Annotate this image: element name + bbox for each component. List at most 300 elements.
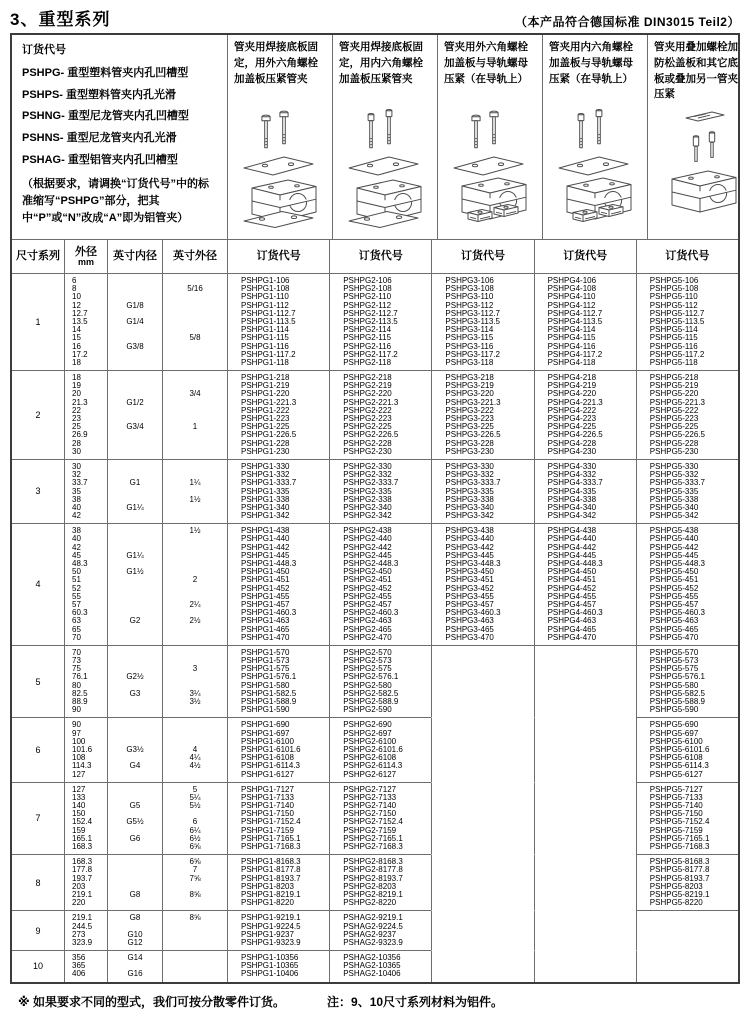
order-code: PSHPG3-342 [445, 511, 494, 521]
od-value: 22 [72, 405, 81, 415]
inch-id-value [108, 698, 162, 706]
order-code: PSHPG3-110 [445, 292, 494, 302]
inch-id-value: G1/4 [126, 316, 144, 326]
order-code: PSHPG3-226.5 [445, 430, 501, 440]
order-code: PSHPG1-570 [241, 647, 290, 657]
order-code: PSHPG3-460.3 [445, 608, 501, 618]
inch-od-value [163, 970, 227, 978]
order-code: PSHPG2-108 [343, 284, 392, 294]
order-code: PSHPG3-108 [445, 284, 494, 294]
order-code: PSHPG1-7159 [241, 825, 294, 835]
inch-od-value: 8⅝ [189, 913, 201, 923]
code-cell-col3 [431, 645, 533, 718]
inch-od-value [163, 399, 227, 407]
order-code: PSHPG5-221.3 [649, 397, 705, 407]
code-cell-col1 [227, 854, 329, 910]
od-value: 90 [72, 720, 81, 730]
order-code: PSHPG5-457 [649, 599, 699, 609]
inch-od-value: 1½ [189, 494, 201, 504]
inch-id-value: G14 [127, 953, 143, 963]
order-code: PSHPG4-117.2 [547, 349, 603, 359]
order-code: PSHPG1-697 [241, 728, 290, 738]
order-code: PSHPG2-8177.8 [343, 865, 403, 875]
inch-od-value: 7 [192, 865, 198, 875]
order-code: PSHPG5-7133 [649, 792, 703, 802]
size-series-cell: 10 [12, 950, 64, 982]
od-value: 25 [72, 422, 81, 432]
inch-od-value [163, 512, 227, 520]
order-code: PSHPG4-221.3 [547, 397, 603, 407]
order-code: PSHPG1-9224.5 [241, 921, 301, 931]
order-code: PSHPG3-113.5 [445, 316, 500, 326]
code-cell-col4 [534, 854, 636, 910]
od-value: 168.3 [72, 842, 93, 851]
inch-od-value [163, 771, 227, 779]
od-value: 100 [72, 736, 86, 746]
code-cell-col1 [227, 782, 329, 855]
column-header-order-code-4: 订货代号 [534, 240, 636, 273]
order-code: PSHPG5-7140 [649, 801, 703, 811]
order-code: PSHPG5-112.7 [649, 308, 705, 318]
order-code: PSHPG5-113.5 [649, 316, 705, 326]
order-code: PSHPG1-332 [241, 470, 290, 480]
order-code: PSHPG3-452 [445, 583, 494, 593]
order-code: PSHPG1-113.5 [241, 316, 296, 326]
variant-column-1 [227, 35, 332, 239]
variant-description: 管夹用焊接底板固定，用内六角螺栓加盖板压紧管夹 [339, 41, 423, 85]
inch-od-value [163, 560, 227, 568]
weld-plate-socket-bolt-drawing [339, 104, 431, 232]
order-code: PSHPG4-332 [547, 470, 597, 480]
inch-od-value: 8⅝ [189, 889, 201, 899]
code-cell-col4 [534, 910, 636, 950]
od-cell [64, 782, 107, 855]
order-code: PSHPG1-112 [241, 300, 289, 310]
inch-od-value [163, 504, 227, 512]
od-value: 57 [72, 599, 81, 609]
order-code: PSHPG5-220 [649, 389, 699, 399]
order-code: PSHPG1-220 [241, 389, 290, 399]
order-code: PSHPG5-222 [649, 405, 699, 415]
inch-od-value [163, 962, 227, 970]
order-code: PSHPG5-463 [649, 616, 699, 626]
order-code: PSHPG2-110 [343, 292, 392, 302]
od-value: 114.3 [72, 761, 92, 771]
column-header-row [12, 239, 738, 273]
order-code: PSHPG1-223 [241, 414, 290, 423]
order-code: PSHPG1-8220 [241, 898, 294, 908]
order-code: PSHPG5-342 [649, 511, 699, 521]
od-value: 101.6 [72, 744, 93, 754]
order-code: PSHPG2-690 [343, 720, 392, 730]
order-code: PSHPG3-440 [445, 534, 494, 544]
order-code: PSHPG4-442 [547, 542, 597, 552]
variant-column-4 [542, 35, 647, 239]
inch-id-cell [107, 910, 162, 950]
size-series-block-9 [12, 910, 738, 950]
order-code: PSHPG2-445 [343, 550, 392, 560]
order-code: PSHPG1-576.1 [241, 672, 297, 682]
order-code: PSHPG1-582.5 [241, 688, 297, 698]
order-code: PSHAG2-10356 [343, 953, 401, 963]
ordering-note: （根据要求，请调换“订货代号”中的标准缩写“PSHPG”部分，把其中“P”或“N”改成“A”即为铝管夹） [22, 177, 209, 224]
code-cell-col5 [636, 523, 738, 645]
inch-id-value: G6 [129, 833, 141, 843]
code-cell-col5 [636, 782, 738, 855]
column-header-order-code-5: 订货代号 [636, 240, 738, 273]
od-cell [64, 645, 107, 718]
inch-id-value [108, 374, 162, 382]
order-code: PSHPG2-116 [343, 341, 392, 351]
order-code: PSHPG5-225 [649, 422, 699, 432]
order-code: PSHPG5-114 [649, 325, 698, 335]
od-value: 203 [72, 881, 86, 891]
order-code: PSHPG2-6101.6 [343, 744, 403, 754]
order-code: PSHPG3-463 [445, 616, 494, 626]
inch-id-value [108, 634, 162, 642]
order-code: PSHPG4-113.5 [547, 316, 603, 326]
inch-od-cell [162, 523, 227, 645]
inch-od-value [163, 585, 227, 593]
order-code: PSHPG1-452 [241, 583, 290, 593]
inch-od-value: 5¼ [189, 792, 201, 802]
order-code: PSHPG4-110 [547, 292, 596, 302]
order-code: PSHPG2-570 [343, 647, 392, 657]
inch-od-cell [162, 273, 227, 370]
od-value: 14 [72, 325, 81, 335]
inch-od-value [163, 552, 227, 560]
order-code: PSHPG2-6100 [343, 736, 397, 746]
inch-od-value [163, 899, 227, 907]
ordering-code-heading: 订货代号 [22, 44, 66, 56]
od-value: 88.9 [72, 697, 88, 706]
inch-id-value [108, 488, 162, 496]
od-value: 127 [72, 769, 86, 779]
inch-od-value [163, 440, 227, 448]
inch-id-value [108, 326, 162, 334]
footer [10, 993, 740, 1010]
order-code: PSHPG3-332 [445, 470, 494, 480]
order-code: PSHPG1-330 [241, 461, 290, 471]
code-cell-col2 [329, 910, 431, 950]
order-code: PSHPG5-7127 [649, 784, 703, 794]
order-code: PSHPG3-221.3 [445, 397, 501, 407]
variant-column-2 [332, 35, 437, 239]
model-code-list [22, 67, 217, 168]
inch-od-value: 3 [192, 664, 198, 674]
order-code: PSHPG2-338 [343, 494, 392, 504]
order-code: PSHPG1-7168.3 [241, 842, 301, 851]
inch-id-value [108, 771, 162, 779]
order-code: PSHPG4-460.3 [547, 608, 603, 618]
od-value: 152.4 [72, 817, 93, 827]
od-value: 38 [72, 526, 81, 536]
inch-id-value [108, 359, 162, 367]
order-code: PSHPG5-440 [649, 534, 699, 544]
order-code: PSHPG2-106 [343, 276, 392, 285]
inch-od-value [163, 293, 227, 301]
inch-id-value [108, 448, 162, 456]
code-cell-col3 [431, 910, 533, 950]
inch-od-cell [162, 782, 227, 855]
order-code: PSHPG5-7165.1 [649, 833, 710, 843]
od-cell [64, 854, 107, 910]
order-code: PSHPG2-7165.1 [343, 833, 403, 843]
order-code: PSHPG2-8168.3 [343, 857, 403, 867]
inch-id-cell [107, 273, 162, 370]
order-code: PSHPG5-697 [649, 728, 699, 738]
od-value: 75 [72, 664, 81, 674]
order-code: PSHPG3-470 [445, 632, 494, 642]
inch-id-cell [107, 717, 162, 781]
inch-od-value [163, 374, 227, 382]
inch-od-value [163, 535, 227, 543]
order-code: PSHPG1-108 [241, 284, 290, 294]
inch-od-value: 4 [192, 744, 198, 754]
order-code: PSHPG3-338 [445, 494, 494, 504]
od-value: 65 [72, 624, 81, 634]
variant-description: 管夹用外六角螺栓加盖板与导轨螺母压紧（在导轨上） [444, 41, 528, 85]
order-code: PSHPG2-228 [343, 438, 392, 448]
code-cell-col2 [329, 782, 431, 855]
od-value: 273 [72, 929, 86, 939]
order-code: PSHPG3-114 [445, 325, 494, 335]
inch-id-cell [107, 950, 162, 982]
order-code: PSHPG3-225 [445, 422, 494, 432]
order-code: PSHPG1-6127 [241, 769, 294, 779]
order-code: PSHPG5-333.7 [649, 478, 705, 488]
order-code: PSHPG5-332 [649, 470, 699, 480]
order-code: PSHPG4-330 [547, 461, 597, 471]
model-code-line: PSHNS- 重型尼龙管夹内孔光滑 [22, 132, 177, 144]
order-code: PSHPG3-117.2 [445, 349, 500, 359]
order-code: PSHPG5-590 [649, 705, 699, 715]
inch-od-value: 2¼ [189, 599, 201, 609]
inch-od-value [163, 351, 227, 359]
od-value: 73 [72, 656, 81, 666]
order-code: PSHPG5-8193.7 [649, 873, 710, 883]
order-code: PSHPG2-457 [343, 599, 392, 609]
code-cell-col5 [636, 854, 738, 910]
order-code: PSHPG4-226.5 [547, 430, 603, 440]
inch-od-value: 1 [192, 422, 198, 432]
order-code: PSHPG1-112.7 [241, 308, 296, 318]
order-code: PSHPG5-570 [649, 647, 699, 657]
order-code: PSHPG4-225 [547, 422, 597, 432]
inch-od-value: 4¼ [189, 753, 201, 763]
order-code: PSHPG3-451 [445, 575, 494, 585]
order-code: PSHPG2-7159 [343, 825, 397, 835]
order-code: PSHPG4-470 [547, 632, 597, 642]
order-code: PSHPG2-342 [343, 511, 392, 521]
order-code: PSHPG2-697 [343, 728, 392, 738]
order-code: PSHPG1-222 [241, 405, 290, 415]
order-code: PSHPG1-10406 [241, 969, 299, 979]
order-code: PSHPG1-440 [241, 534, 290, 544]
column-header-order-code-2: 订货代号 [329, 240, 431, 273]
size-series-block-7 [12, 782, 738, 855]
inch-od-value: 3½ [189, 697, 201, 706]
order-code: PSHPG1-335 [241, 486, 290, 496]
order-code: PSHPG2-114 [343, 325, 392, 335]
code-cell-col2 [329, 717, 431, 781]
order-code: PSHPG1-8168.3 [241, 857, 301, 867]
inch-od-value [163, 939, 227, 947]
rail-nut-socket-bolt-drawing [549, 104, 641, 232]
inch-od-cell [162, 459, 227, 523]
inch-id-value: G8 [129, 913, 141, 923]
inch-id-value [108, 721, 162, 729]
size-series-block-3 [12, 459, 738, 523]
inch-id-value: G3½ [126, 744, 144, 754]
order-code: PSHPG4-452 [547, 583, 597, 593]
code-cell-col2 [329, 854, 431, 910]
order-code: PSHPG1-228 [241, 438, 290, 448]
column-header-order-code-1: 订货代号 [227, 240, 329, 273]
code-cell-col3 [431, 523, 533, 645]
size-series-table [12, 273, 738, 982]
od-value: 52 [72, 583, 81, 593]
order-code: PSHPG5-330 [649, 461, 699, 471]
order-code: PSHPG1-6108 [241, 753, 294, 763]
od-cell [64, 370, 107, 459]
code-cell-col4 [534, 645, 636, 718]
order-code: PSHPG2-6114.3 [343, 761, 403, 771]
od-value: 8 [72, 284, 77, 294]
order-code: PSHPG1-455 [241, 591, 290, 601]
size-series-block-6 [12, 717, 738, 781]
inch-id-value [108, 858, 162, 866]
inch-od-value [163, 310, 227, 318]
inch-od-cell [162, 370, 227, 459]
order-code: PSHPG4-455 [547, 591, 597, 601]
order-code: PSHPG5-6100 [649, 736, 703, 746]
order-code: PSHPG3-465 [445, 624, 494, 634]
order-code: PSHPG2-573 [343, 656, 392, 666]
order-code: PSHPG5-112 [649, 300, 698, 310]
order-code: PSHPG2-590 [343, 705, 392, 715]
order-code: PSHPG1-470 [241, 632, 290, 642]
weld-plate-hex-bolt-drawing [234, 104, 326, 232]
inch-od-value: 5 [192, 784, 198, 794]
order-code: PSHPG2-8203 [343, 881, 397, 891]
variant-description: 管夹用叠加螺栓加防松盖板和其它底板或叠加另一管夹压紧 [654, 41, 738, 101]
inch-id-value [108, 649, 162, 657]
order-code: PSHPG1-575 [241, 664, 290, 674]
inch-id-value: G1/2 [126, 397, 144, 407]
code-cell-col5 [636, 273, 738, 370]
order-code: PSHPG2-575 [343, 664, 392, 674]
order-code: PSHPG2-470 [343, 632, 392, 642]
column-header-inch-id: 英寸内径 [107, 240, 162, 273]
order-code: PSHPG2-340 [343, 502, 392, 512]
size-series-block-10 [12, 950, 738, 982]
od-value: 48.3 [72, 559, 88, 568]
code-cell-col2 [329, 273, 431, 370]
order-code: PSHPG1-457 [241, 599, 290, 609]
order-code: PSHPG3-112 [445, 300, 494, 310]
order-code: PSHPG2-448.3 [343, 559, 399, 568]
order-code: PSHPG2-118 [343, 357, 392, 367]
order-code: PSHPG4-457 [547, 599, 597, 609]
order-code: PSHPG4-230 [547, 446, 597, 456]
inch-id-value: G1 [129, 478, 141, 488]
order-code: PSHPG4-114 [547, 325, 596, 335]
size-series-cell: 7 [12, 782, 64, 855]
inch-id-value: G1½ [126, 567, 144, 577]
order-code: PSHPG5-116 [649, 341, 698, 351]
order-code: PSHPG2-463 [343, 616, 392, 626]
code-cell-col3 [431, 273, 533, 370]
order-code: PSHPG5-465 [649, 624, 699, 634]
order-code: PSHPG3-112.7 [445, 308, 500, 318]
order-code: PSHPG1-340 [241, 502, 290, 512]
inch-od-value [163, 706, 227, 714]
variant-column-5 [647, 35, 750, 239]
order-code: PSHPG1-6114.3 [241, 761, 300, 771]
order-code: PSHPG2-460.3 [343, 608, 399, 618]
od-value: 127 [72, 784, 86, 794]
code-cell-col4 [534, 950, 636, 982]
order-code: PSHPG4-116 [547, 341, 596, 351]
order-code: PSHPG5-228 [649, 438, 699, 448]
od-value: 6 [72, 276, 77, 285]
order-code: PSHPG5-455 [649, 591, 699, 601]
code-cell-col3 [431, 782, 533, 855]
order-code: PSHPG4-340 [547, 502, 597, 512]
order-code: PSHPG1-114 [241, 325, 289, 335]
inch-od-value: 6 [192, 817, 198, 827]
order-code: PSHPG3-218 [445, 373, 494, 383]
order-code: PSHPG5-223 [649, 414, 699, 423]
order-code: PSHPG5-470 [649, 632, 699, 642]
order-code: PSHPG5-460.3 [649, 608, 705, 618]
order-code: PSHPG3-455 [445, 591, 494, 601]
inch-od-value: 3/4 [189, 389, 201, 399]
order-code: PSHPG2-332 [343, 470, 392, 480]
order-code: PSHPG2-440 [343, 534, 392, 544]
inch-od-cell [162, 645, 227, 718]
order-code: PSHPG2-335 [343, 486, 392, 496]
code-cell-col1 [227, 645, 329, 718]
od-value: 30 [72, 461, 81, 471]
inch-id-value: G2½ [126, 672, 144, 682]
od-value: 42 [72, 542, 81, 552]
inch-od-value [163, 730, 227, 738]
order-code: PSHPG5-338 [649, 494, 699, 504]
order-code: PSHPG4-450 [547, 567, 597, 577]
order-code: PSHAG2-9219.1 [343, 913, 403, 923]
od-value: 17.2 [72, 349, 88, 359]
footer-note-material: 注：9、10尺寸系列材料为铝件。 [327, 994, 504, 1009]
rail-nut-hex-bolt-drawing [444, 104, 536, 232]
variant-description: 管夹用内六角螺栓加盖板与导轨螺母压紧（在导轨上） [549, 41, 633, 85]
order-code: PSHPG2-7127 [343, 784, 397, 794]
size-series-block-4 [12, 523, 738, 645]
code-cell-col5 [636, 950, 738, 982]
code-cell-col1 [227, 273, 329, 370]
order-code: PSHPG1-338 [241, 494, 290, 504]
order-code: PSHPG2-6127 [343, 769, 397, 779]
inch-od-value [163, 302, 227, 310]
code-cell-col4 [534, 782, 636, 855]
order-code: PSHPG1-450 [241, 567, 290, 577]
od-value: 20 [72, 389, 81, 399]
code-cell-col4 [534, 523, 636, 645]
od-value: 76.1 [72, 672, 88, 682]
order-code: PSHPG1-218 [241, 373, 290, 383]
order-code: PSHPG4-112 [547, 300, 596, 310]
